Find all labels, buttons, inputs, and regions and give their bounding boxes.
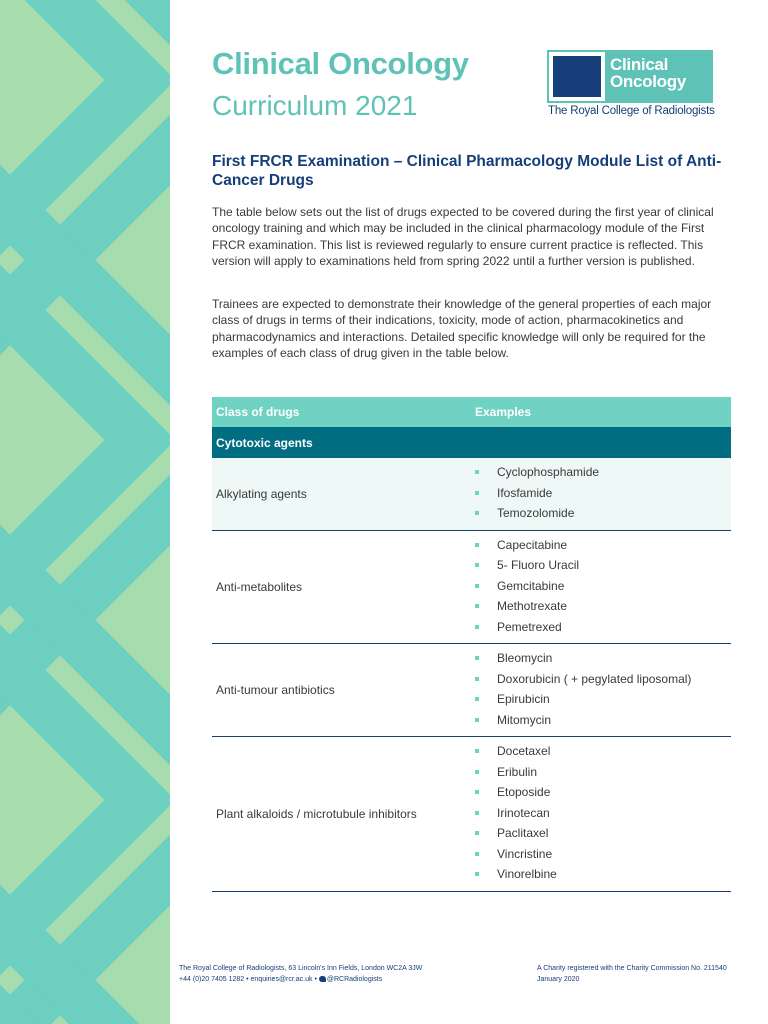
drug-class-label: Plant alkaloids / microtubule inhibitors — [216, 806, 417, 821]
drug-example-item: Vinorelbine — [475, 864, 731, 885]
logo-caption: The Royal College of Radiologists — [548, 105, 715, 117]
crest-icon — [549, 52, 605, 101]
drug-class-label: Alkylating agents — [216, 486, 307, 501]
rcr-logo — [547, 50, 717, 120]
drug-example-item: Cyclophosphamide — [475, 462, 731, 483]
footer-address: The Royal College of Radiologists, 63 Lincoln's Inn Fields, London WC2A 3JW — [179, 965, 423, 972]
drug-example-item: Pemetrexed — [475, 617, 731, 638]
document-subtitle: Curriculum 2021 — [212, 90, 418, 121]
drug-example-item: Ifosfamide — [475, 483, 731, 504]
drug-example-item: Paclitaxel — [475, 823, 731, 844]
section-heading: First FRCR Examination – Clinical Pharmacology Module List of Anti-Cancer Drugs — [212, 153, 722, 189]
drug-example-item: Gemcitabine — [475, 576, 731, 597]
drug-example-item: Mitomycin — [475, 710, 731, 731]
drug-example-item: 5- Fluoro Uracil — [475, 555, 731, 576]
drug-example-item: Bleomycin — [475, 648, 731, 669]
table-row — [212, 458, 731, 531]
footer-address-block — [179, 964, 422, 985]
group-label: Cytotoxic agents — [216, 436, 313, 450]
drug-class-label: Anti-metabolites — [216, 579, 303, 594]
footer-contact — [179, 975, 422, 986]
drug-example-item: Irinotecan — [475, 803, 731, 824]
logo-line2: Oncology — [610, 72, 686, 91]
table-row — [212, 531, 731, 645]
twitter-icon — [319, 976, 326, 982]
drug-example-item: Capecitabine — [475, 535, 731, 556]
drug-example-item: Doxorubicin ( + pegylated liposomal) — [475, 669, 731, 690]
intro-paragraph: The table below sets out the list of drugs expected to be covered during the first year of clinical oncology training and which may be included in the clinical pharmacology module of the First FRCR examination. This list is reviewed regularly to ensure current practice is reflected. This version will apply to examinations held from spring 2022 until a further version is published. — [212, 205, 714, 268]
footer-charity: A Charity registered with the Charity Commission No. 211540 — [537, 965, 727, 972]
logo-line1: Clinical — [610, 55, 669, 74]
decorative-chevron-band — [0, 0, 170, 1024]
drug-example-item: Temozolomide — [475, 503, 731, 524]
drug-example-item: Methotrexate — [475, 596, 731, 617]
column-header-class: Class of drugs — [216, 405, 300, 419]
table-header — [212, 397, 731, 427]
drug-example-item: Docetaxel — [475, 741, 731, 762]
group-row — [212, 427, 731, 458]
document-title: Clinical Oncology — [212, 46, 469, 81]
footer-charity-block — [537, 964, 727, 985]
footer-date: January 2020 — [537, 975, 580, 983]
drug-example-item: Eribulin — [475, 762, 731, 783]
logo-box — [547, 50, 713, 103]
table-row — [212, 644, 731, 737]
drug-example-item: Epirubicin — [475, 689, 731, 710]
table-body — [212, 458, 731, 892]
drug-table — [212, 397, 731, 892]
drug-class-label: Anti-tumour antibiotics — [216, 683, 335, 697]
drug-example-item: Etoposide — [475, 782, 731, 803]
footer-contact-text: +44 (0)20 7405 1282 • enquiries@rcr.ac.uk • — [179, 975, 317, 983]
column-header-examples: Examples — [475, 405, 532, 419]
table-row — [212, 737, 731, 892]
drug-example-item: Vincristine — [475, 844, 731, 865]
footer-twitter[interactable]: @RCRadiologists — [326, 975, 383, 983]
logo-text — [610, 56, 686, 90]
expectations-paragraph: Trainees are expected to demonstrate their knowledge of the general properties of each major class of drugs in terms of their indications, toxicity, mode of action, pharmacokinetics and pharmacodynamics and interactions. Detailed specific knowledge will only be required for the examples of each class of drug given in the table below. — [212, 297, 712, 360]
